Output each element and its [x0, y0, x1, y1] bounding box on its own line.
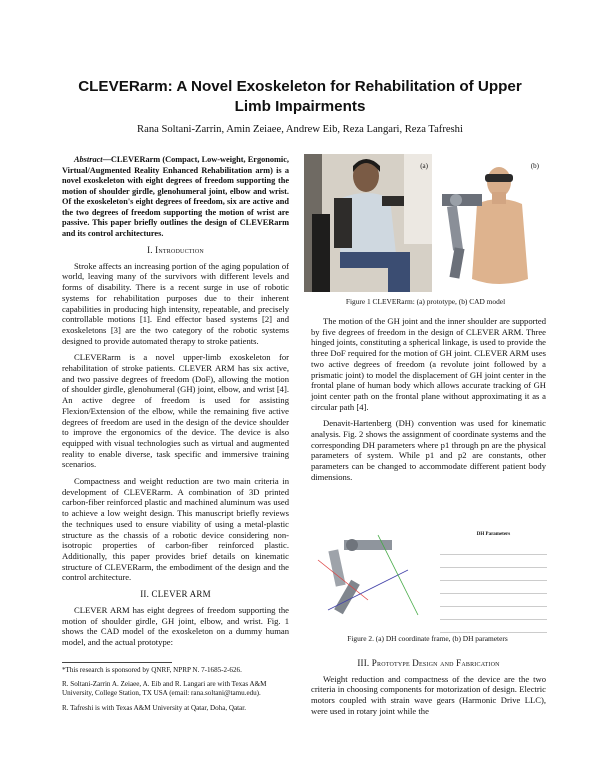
paragraph: The motion of the GH joint and the inner shoulder are supported by five degrees of freedom in the design of CLEVER ARM. Three hinged joints, constituting a spherical linkage, is used to provide the three DoF required for the motion of GH joint. CLEVER ARM uses two active degrees of freedom (a revolute joint followed by a prismatic joint) to model the displacement of GH joint center in the frontal plane of human body which allows accurate tracking of GH joint center path on the frontal plane without approximating it as a circular path [4].: [311, 316, 546, 412]
prototype-photo: [304, 154, 432, 292]
dh-frame-illustration: [308, 530, 432, 622]
footnote-divider: [62, 662, 172, 663]
abstract: [62, 155, 289, 239]
prototype-photo-illustration: [304, 154, 432, 292]
figure-1-caption: Figure 1 CLEVERarm: (a) prototype, (b) CAD model: [345, 297, 506, 306]
footnote-affiliation: R. Soltani-Zarrin A. Zeiaee, A. Eib and R. Langari are with Texas A&M University, College Station, TX USA (email: rana.soltani@tamu.edu).: [62, 680, 267, 698]
abstract-label: Abstract: [74, 155, 103, 164]
footnote-affiliation-qatar: R. Tafreshi is with Texas A&M University at Qatar, Doha, Qatar.: [62, 704, 247, 712]
title-line-2: Limb Impairments: [234, 98, 366, 115]
dh-parameter-table: [440, 532, 547, 633]
author-list: Rana Soltani-Zarrin, Amin Zeiaee, Andrew Eib, Reza Langari, Reza Tafreshi: [137, 124, 463, 135]
paragraph: Weight reduction and compactness of the device are the two criteria in choosing components for motorization of design. Electric motors coupled with strain wave gears (Harmonic Drive LLC), were used in rotary joint while the: [311, 673, 546, 716]
paragraph: CLEVER ARM has eight degrees of freedom supporting the motion of shoulder girdle, GH joint, elbow, and wrist. Fig. 1 shows the CAD model of the exoskeleton on a dummy human model, and the actual prototype:: [62, 604, 289, 647]
figure-2-caption: Figure 2. (a) DH coordinate frame, (b) DH parameters: [347, 634, 508, 643]
paragraph: Stroke affects an increasing portion of the aging population of world, leaving many of the survivors with different levels and forms of disability. There is a recent surge in use of robotic systems for rehabilitation purposes due to their inherent capabilities in producing high intensity, repeatable, and precisely controllable motions [1]. End effector based systems [2] and exoskeletons [3] are the two category of the robotic systems designed to provide automated therapy to stroke patients.: [62, 260, 289, 346]
cad-model-render: [432, 154, 547, 292]
title-line-1: CLEVERarm: A Novel Exoskeleton for Rehabilitation of Upper: [78, 78, 522, 95]
section-heading-prototype: III. Prototype Design and Fabrication: [357, 658, 500, 668]
section-heading-clever-arm: II. CLEVER ARM: [140, 589, 211, 600]
dh-table-title: DH Parameters: [476, 532, 511, 537]
cad-model-illustration: [432, 154, 547, 292]
footnote-funding: *This research is sponsored by QNRF, NPRP N. 7-1685-2-626.: [62, 665, 242, 674]
figure-1b-label: (b): [530, 162, 539, 170]
right-column-lower: [311, 653, 546, 723]
abstract-text: —CLEVERarm (Compact, Low-weight, Ergonomic, Virtual/Augmented Reality Enhanced Rehabilitation arm) is a novel exoskeleton with eight degrees of freedom supporting the motion of shoulder girdle, glenohumeral joint, elbow and wrist. Of the exoskeleton's eight degrees of freedom, six are active and the two degrees of freedom supporting the motion of wrist are passive. This paper briefly outlines the design of CLEVERarm and its control architectures.: [62, 155, 289, 238]
figure-1a-label: (a): [420, 162, 428, 170]
dh-coordinate-frame-diagram: [308, 530, 432, 622]
paragraph: CLEVERarm is a novel upper-limb exoskeleton for rehabilitation of stroke patients. CLEVER ARM has six active, and two passive degrees of freedom (DoF), allowing the motion of shoulder girdle, glenohumeral (GH) joint, elbow, and wrist [4]. An active degree of freedom is used for assisting Flexion/Extension of the elbow, while the remaining five active degrees of freedom are used in the design of the device shoulder to improve the ergonomics of the device. The device is also equipped with visual technologies such as virtual and augmented reality to enable diverse, task specific and immersive training scenarios.: [62, 352, 289, 470]
paragraph: Denavit-Hartenberg (DH) convention was used for kinematic analysis. Fig. 2 shows the assignment of coordinate systems and the corresponding DH parameters where p1 through pn are the physical parameters of system. While p1 and p2 are constants, other parameters can be changed to accommodate different patient body dimensions.: [311, 418, 546, 482]
paragraph: Compactness and weight reduction are two main criteria in development of CLEVERarm. A combination of 3D printed carbon-fiber reinforced plastic and machined aluminum was used to achieve a low weight design. This manuscript briefly reviews the techniques used to ensure viability of using a metal-plastic structure as the chassis of a robotic device considering non-isotropic properties of carbon-fiber reinforced plastic. Additionally, this paper provides brief details on kinematic structure of CLEVERarm, the embodiment of the design and the control architecture.: [62, 476, 289, 583]
right-column-upper: [311, 316, 546, 489]
left-column: [62, 155, 289, 719]
section-heading-introduction: I. Introduction: [147, 245, 204, 255]
paper-title: [40, 77, 560, 117]
